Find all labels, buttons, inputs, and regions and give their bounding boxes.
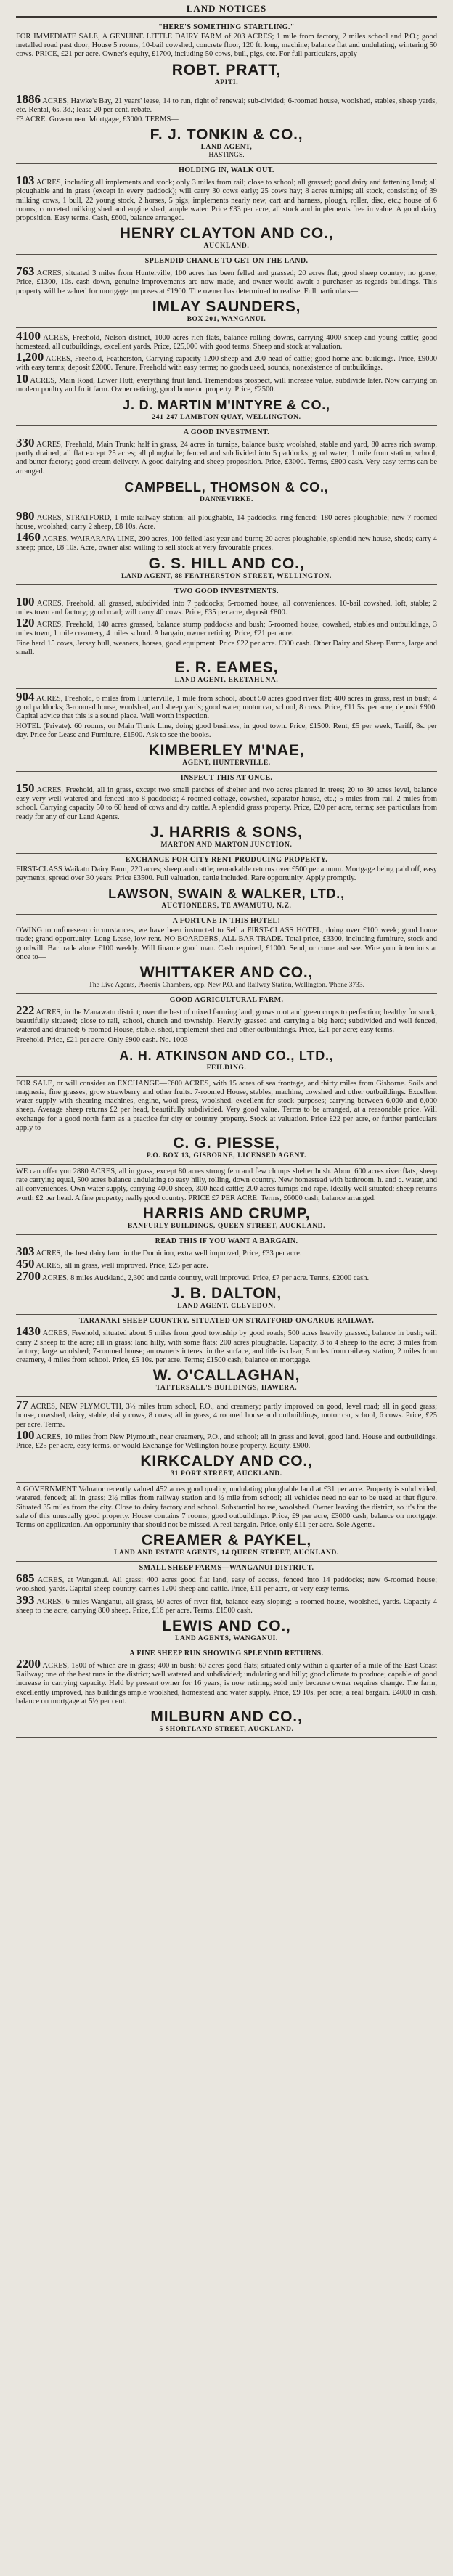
agent-address-line: The Live Agents, Phoenix Chambers, opp. New P.O. and Railway Station, Wellington. 'Phone 3733. (89, 981, 364, 989)
acreage-figure: 393 (16, 1592, 35, 1607)
agent-address: 241-247 LAMBTON QUAY, WELLINGTON. (152, 414, 301, 422)
acreage-figure: 120 (16, 616, 35, 630)
agent-address: LAND AGENT, EKETAHUNA. (174, 676, 279, 684)
classified-ad (16, 1315, 437, 1397)
ad-body-text: WE can offer you 2880 ACRES, all in grass, except 80 acres strong fern and few clumps shelter bush. About 600 acres river flats, sheep rate carrying equal, 500 acres balance undulating to easy hilly, rolling, down country. New homestead with bathroom, h. and c. water, and all conveniences. Own water supply, carrying 4000 sheep, 300 head cattle; 200 acres turnips and rape. Ideally well situated; sheep returns worth £2 per head. A fine property; really good country. PRICE £7 PER ACRE. Terms, £6000 cash; balance arranged. (16, 1167, 437, 1202)
ad-body-text: 980 ACRES, STRATFORD, 1-mile railway station; all ploughable, 14 paddocks, ring-fenced; 180 acres ploughable; new 7-roomed house, woolshed; carry 2 sheep, £8 10s. Acre. (16, 508, 437, 531)
acreage-figure: 77 (16, 1398, 28, 1412)
ad-headline: INSPECT THIS AT ONCE. (180, 773, 273, 782)
agent-name: W. O'CALLAGHAN, (152, 1367, 301, 1385)
agent-name: HARRIS AND CRUMP, (142, 1205, 311, 1222)
classified-ad (16, 328, 437, 426)
acreage-figure: 10 (16, 371, 28, 386)
ad-body-text: 100 ACRES, Freehold, all grassed, subdivided into 7 paddocks; 5-roomed house, all conveniences, 10-bail cowshed, loft, stable; 2 miles town and factory; good road; will carry 40 cows. Price, £35 per acre, deposit £800. (16, 594, 437, 616)
agent-address: P.O. BOX 13, GISBORNE, LICENSED AGENT. (146, 1152, 307, 1159)
ad-headline: TWO GOOD INVESTMENTS. (174, 587, 279, 595)
acreage-figure: 150 (16, 780, 35, 795)
agent-address: BOX 201, WANGANUI. (187, 315, 266, 323)
ad-body-text: 1460 ACRES, WAIRARAPA LINE, 200 acres, 100 felled last year and burnt; 20 acres ploughable, splendid new house, sheds; carry 4 sheep; price, £8 10s. Acre, owner also willing to sell stock at very favourable prices. (16, 530, 437, 553)
agent-address: MARTON AND MARTON JUNCTION. (160, 841, 293, 849)
ad-body-text: 4100 ACRES, Freehold, Nelson district, 1000 acres rich flats, balance rolling downs, carrying 4000 sheep and young cattle; good homestead, all outbuildings, excellent yards. Price, £25,000 with good terms. Sheep and stock at valuation. (16, 328, 437, 351)
agent-address: AUCKLAND. (203, 242, 250, 250)
ad-body-text: 150 ACRES, Freehold, all in grass, except two small patches of shelter and two acres planted in trees; 20 to 30 acres level, balance easy very well watered and fenced into 8 paddocks; 4-roomed cottage, cowshed, separator house, etc.; 5 miles from rail. 2 miles from school. Carrying capacity 50 to 60 head of cows and dry cattle. A splendid grass property. Price, £20 per acre, terms; see particulars from ready for any of our Land Agents. (16, 780, 437, 821)
agent-address: BANFURLY BUILDINGS, QUEEN STREET, AUCKLAND. (127, 1222, 326, 1230)
agent-address: 5 SHORTLAND STREET, AUCKLAND. (159, 1726, 294, 1734)
classified-ad (16, 915, 437, 994)
ad-body-text: FIRST-CLASS Waikato Dairy Farm, 220 acres; sheep and cattle; remarkable returns over £500 per annum. Mortgage being paid off, easy payments, spread over 30 years. Price £3500. Full valuation, cattle included. Rare opportunity. Apply promptly. (16, 865, 437, 882)
agent-address: TATTERSALL'S BUILDINGS, HAWERA. (155, 1385, 298, 1393)
agent-address: AUCTIONEERS, TE AWAMUTU, N.Z. (161, 902, 292, 910)
ad-body-text: 10 ACRES, Main Road, Lower Hutt, everything fruit land. Tremendous prospect, will increase value, subdivide later. Now carrying on modern poultry and fruit farm. Owner retiring, good home on property. Price, £2500. (16, 371, 437, 394)
agent-address: LAND AGENT, (200, 144, 253, 152)
acreage-figure: 330 (16, 436, 35, 450)
agent-name: ROBT. PRATT, (171, 61, 282, 78)
acreage-figure: 1430 (16, 1324, 41, 1339)
acreage-figure: 450 (16, 1257, 35, 1271)
agent-name: CREAMER & PAYKEL, (141, 1532, 312, 1549)
agent-name: J. D. MARTIN M'INTYRE & CO., (123, 398, 330, 413)
agent-address: LAND AGENT, CLEVEDON. (177, 1303, 276, 1311)
ad-headline: GOOD AGRICULTURAL FARM. (169, 995, 284, 1004)
ad-body-text: 904 ACRES, Freehold, 6 miles from Hunterville, 1 mile from school, about 50 acres good river flat; 400 acres in grass, rest in bush; 4 good paddocks; 3-roomed house, woolshed, and sheep yards; good water, motor car, school, 8 cows. Price, £11 5s. per acre, deposit £900. Capital advice that this is a sound place. Well worth inspection. (16, 689, 437, 721)
agent-name: CAMPBELL, THOMSON & CO., (124, 479, 329, 494)
classified-ad (16, 1483, 437, 1562)
ad-headline: A FORTUNE IN THIS HOTEL! (172, 917, 281, 926)
ad-headline: TARANAKI SHEEP COUNTRY. SITUATED ON STRATFORD-ONGARUE RAILWAY. (78, 1317, 375, 1326)
ad-body-text: 1886 ACRES, Hawke's Bay, 21 years' lease, 14 to run, right of renewal; sub-divided; 6-roomed house, woolshed, stables, sheep yards, etc. Rental, 6s. 3d.; lease 20 per cent. rebate. (16, 91, 437, 114)
agent-name: MILBURN AND CO., (150, 1708, 303, 1726)
ad-body-text: 100 ACRES, 10 miles from New Plymouth, near creamery, P.O., and school; all in grass and level, good land. House and outbuildings. Price, £25 per acre, easy terms, or would Exchange for Wellington house property. Equity, £900. (16, 1427, 437, 1451)
classified-ad (16, 772, 437, 854)
ad-body-text: 2700 ACRES, 8 miles Auckland, 2,300 and cattle country, well improved. Price, £7 per acre. Terms, £2000 cash. (16, 1269, 370, 1284)
ad-body-text: £3 ACRE. Government Mortgage, £3000. TERMS— (16, 115, 179, 124)
acreage-figure: 685 (16, 1571, 35, 1586)
agent-address-line: HASTINGS. (208, 152, 245, 160)
ad-headline: SPLENDID CHANCE TO GET ON THE LAND. (144, 257, 309, 266)
classified-ad (16, 1647, 437, 1738)
acreage-figure: 100 (16, 1427, 35, 1442)
ad-body-text: HOTEL (Private). 60 rooms, on Main Trunk Line, doing good business, in good town. Price, £1500. Rent, £5 per week, Tariff, 8s. per day. Price for Lease and Furniture, £1500. Ask to see the books. (16, 722, 437, 739)
agent-name: J. B. DALTON, (171, 1285, 282, 1303)
classified-ad (16, 1165, 437, 1235)
ad-body-text: A GOVERNMENT Valuator recently valued 452 acres good quality, undulating ploughable land at £31 per acre. Property is subdivided, watered, fenced; all in grass; 2½ miles from railway station and ½ mile from school; all vehicles need no ear to be used at that figure. Situated 35 miles from the city. Close to dairy factory and school. Substantial house, woolshed. Owner leaving the district, so it's for the sale of this unusually good property. House contains 7 rooms; good outbuildings. Price, £9 per acre, £3000 cash, balance on mortgage. Terms on application. An opportunity that should not be missed. A real bargain. Price, only £11 per acre. Sole Agents. (16, 1485, 437, 1530)
acreage-figure: 103 (16, 174, 35, 188)
ad-body-text: 222 ACRES, in the Manawatu district; over the best of mixed farming land; grows root and green crops to perfection; healthy for stock; beautifully situated; close to rail, school, church and township. Heavily grassed and carrying a big herd; subdivided and well fenced, watered and drained; 6-roomed House, stable, shed, implement shed and other outbuildings. Price, £21 per acre; easy terms. (16, 1003, 437, 1035)
agent-name: KIRKCALDY AND CO., (140, 1453, 313, 1470)
ad-body-text: 303 ACRES, the best dairy farm in the Dominion, extra well improved, Price, £33 per acre. (16, 1244, 302, 1258)
classified-ad (16, 854, 437, 915)
agent-name: C. G. PIESSE, (173, 1134, 280, 1152)
acreage-figure: 1460 (16, 530, 41, 545)
ad-body-text: Fine herd 15 cows, Jersey bull, weaners, horses, good equipment. Price £22 per acre. £300 cash. Other Dairy and Sheep Farms, large and small. (16, 639, 437, 656)
ad-body-text: 103 ACRES, including all implements and stock; only 3 miles from rail; close to school; all grassed; good dairy and fattening land; all ploughable and in grass (except in every paddock); will carry 30 cows early; 25 cows hay; 8 acres turnips; all stock, consisting of 39 milking cows, 1 bull, 22 young stock, 2 horses, 5 pigs; implements nearly new, cart and harness, plough, roller, disc, etc.; house of 6 rooms; concreted milking shed and engine shed; ample water. Price £33 per acre, all stock and implements free in value. A good dairy proposition. Easy terms. Cash, £600, balance arranged. (16, 174, 437, 223)
ad-body-text: 685 ACRES, at Wanganui. All grass; 400 acres good flat land, easy of access, fenced into 14 paddocks; new 6-roomed house; woolshed, yards. Capital sheep country, carries 1200 sheep and cattle. Price, £11 per acre, or very easy terms. (16, 1571, 437, 1594)
agent-address: 31 PORT STREET, AUCKLAND. (171, 1470, 282, 1478)
acreage-figure: 2200 (16, 1657, 41, 1671)
ad-body-text: 330 ACRES, Freehold, Main Trunk; half in grass, 24 acres in turnips, balance bush; woolshed, stable and yard, 80 acres rich swamp, partly drained; all flat except 25 acres; all ploughable; fenced and subdivided into 5 paddocks; good water; 1 mile from station, school, and butter factory; good cream delivery. A good dairying and sheep proposition. Price, £3000. Terms, £800 cash. Very easy terms can be arranged. (16, 436, 437, 476)
agent-address: DANNEVIRKE. (200, 495, 253, 503)
agent-address: LAND AGENT, 88 FEATHERSTON STREET, WELLINGTON. (121, 572, 332, 580)
section-masthead: LAND NOTICES (16, 3, 437, 18)
ad-body-text: 393 ACRES, 6 miles Wanganui, all grass, 50 acres of river flat, balance easy sloping; 5-roomed house, woolshed, yards. Capacity 4 sheep to the acre, carrying 800 sheep. Price, £16 per acre. Terms, £1500 cash. (16, 1592, 437, 1615)
agent-name: F. J. TONKIN & CO., (150, 126, 303, 144)
ad-body-text: 1,200 ACRES, Freehold, Featherston, Carrying capacity 1200 sheep and 200 head of cattle; good home and buildings. Price, £9000 with easy terms; deposit £2000. Tenure, Freehold with easy terms; no goods used, sounds, nonexistence of outbuildings. (16, 350, 437, 372)
agent-address: LAND AGENTS, WANGANUI. (175, 1635, 278, 1643)
classified-ad (16, 91, 437, 165)
agent-address: FEILDING. (206, 1064, 247, 1072)
agent-name: IMLAY SAUNDERS, (152, 298, 301, 315)
classified-ad (16, 1077, 437, 1165)
acreage-figure: 1886 (16, 91, 41, 106)
ad-body-text: 1430 ACRES, Freehold, situated about 5 miles from good township by good roads; 500 acres heavily grassed, balance in bush; will carry 2 sheep to the acre; all in grass; land hilly, with some flats; 200 acres ploughable. Capacity, 3 to 4 sheep to the acre; 3 miles from factory; large woolshed; 7-roomed house; an owner's interest in the surface, and title is clear; 5 miles from railway station, 2 miles from creamery, 4 miles from school. Price, £5 10s. per acre. Terms; £1500 cash; balance on mortgage. (16, 1324, 437, 1365)
ad-headline: HOLDING IN, WALK OUT. (179, 166, 274, 175)
classified-ad (16, 1235, 437, 1316)
ad-body-text: 763 ACRES, situated 3 miles from Hunterville, 100 acres has been felled and grassed; 20 acres flat; good sheep country; no gorse; Price, £1300, 10s. cash down, genuine improvements are now made, and owner would await a purchaser as regards buildings. This property will be valued for mortgage purposes at £1900. The owner has determined to realise. Full particulars— (16, 264, 437, 295)
classified-ad (16, 164, 437, 255)
ad-body-text: 2200 ACRES, 1800 of which are in grass; 400 in bush; 60 acres good flats; situated only within a quarter of a mile of the East Coast Railway; one of the best runs in the district; well watered and subdivided; undulating and hilly; good climate to produce; capable of good increase in carrying capacity. Held by present owner for 16 years, is now retiring; sold only because owner requires change. The farm, excellently improved, has buildings ample woolshed, homestead and water supply. Price, £9 10s. per acre; a real bargain. £4000 in cash, balance on mortgage at 5½ per cent. (16, 1657, 437, 1705)
agent-name: LEWIS AND CO., (162, 1618, 291, 1635)
classified-ad (16, 508, 437, 585)
agent-name: KIMBERLEY M'NAE, (148, 741, 305, 759)
agent-name: A. H. ATKINSON AND CO., LTD., (119, 1048, 334, 1063)
acreage-figure: 100 (16, 594, 35, 608)
ad-body-text: FOR SALE, or will consider an EXCHANGE—£600 ACRES, with 15 acres of sea frontage, and thirty miles from Gisborne. Soils and magnesia, fine grasses, grow strawberry and other fruits. 7-roomed House, stables, machine, cowshed and other outbuildings. Excellent water supply with shearing machines, engine, wool press, woolshed, excellent for stock purposes; carrying between 6,000 and 6,000 sheep. Average sheep returns £2 per head, beautifully subdivided. Very good value. Terms to be arranged, at a reasonable price. Will exchange for a good north farm as a practice for city or country property. Stock at valuation. Price £22 per acre, or further particulars apply to— (16, 1079, 437, 1132)
ad-body-text: 450 ACRES, all in grass, well improved. Price, £25 per acre. (16, 1257, 208, 1271)
acreage-figure: 2700 (16, 1269, 41, 1284)
ad-body-text: OWING to unforeseen circumstances, we have been instructed to Sell a FIRST-CLASS HOTEL, doing over £100 week; good home trade; grand opportunity. Long Lease, low rent. NO BOARDERS, ALL BAR TRADE. Total price, £3300, including furniture, stock and goodwill. Bar trade alone £100 weekly. Will finance good man. Cash required, £1000. Send, or come and see. Wire your intentions at once to— (16, 926, 437, 961)
classified-ads (16, 21, 437, 1738)
acreage-figure: 4100 (16, 328, 41, 343)
acreage-figure: 904 (16, 689, 35, 704)
agent-name: G. S. HILL AND CO., (148, 555, 305, 572)
ad-headline: "HERE'S SOMETHING STARTLING." (158, 23, 295, 31)
acreage-figure: 1,200 (16, 350, 44, 364)
agent-name: LAWSON, SWAIN & WALKER, LTD., (108, 886, 345, 902)
classified-ad (16, 1397, 437, 1483)
agent-address: LAND AND ESTATE AGENTS, 14 QUEEN STREET, AUCKLAND. (114, 1549, 339, 1557)
ad-body-text: Freehold. Price, £21 per acre. Only £900 cash. No. 1003 (16, 1035, 188, 1044)
ad-headline: EXCHANGE FOR CITY RENT-PRODUCING PROPERTY. (125, 855, 328, 864)
agent-name: WHITTAKER AND CO., (139, 963, 314, 981)
agent-name: HENRY CLAYTON AND CO., (119, 225, 334, 242)
acreage-figure: 303 (16, 1244, 35, 1258)
ad-headline: A GOOD INVESTMENT. (183, 428, 270, 437)
agent-name: E. R. EAMES, (174, 659, 279, 676)
classified-ad (16, 426, 437, 508)
agent-name: J. HARRIS & SONS, (150, 823, 303, 841)
agent-address: AGENT, HUNTERVILLE. (182, 759, 271, 767)
ad-headline: A FINE SHEEP RUN SHOWING SPLENDID RETURNS. (129, 1650, 324, 1658)
classified-ad (16, 689, 437, 772)
ad-body-text: FOR IMMEDIATE SALE, A GENUINE LITTLE DAIRY FARM of 203 ACRES; 1 mile from factory, 2 miles school and P.O.; good metalled road past door; House 5 rooms, 10-bail cowshed, concrete floor, 120 ft. long, machine; balance flat and undulating, wintering 50 cows. PRICE, £21 per acre. Owner's equity, £1700, including 50 cows, bull, pigs, etc. For full particulars, apply— (16, 33, 437, 59)
classified-ad (16, 585, 437, 689)
classified-ad (16, 1562, 437, 1647)
acreage-figure: 980 (16, 508, 35, 523)
classified-ad (16, 21, 437, 91)
classified-ad (16, 994, 437, 1077)
ad-headline: SMALL SHEEP FARMS—WANGANUI DISTRICT. (139, 1564, 314, 1573)
acreage-figure: 222 (16, 1003, 35, 1017)
agent-address: APITI. (214, 78, 239, 86)
classified-ad (16, 255, 437, 328)
ad-headline: READ THIS IF YOU WANT A BARGAIN. (155, 1236, 298, 1245)
ad-body-text: 120 ACRES, Freehold, 140 acres grassed, balance stump paddocks and bush; 5-roomed house, cowshed, stables and outbuildings, 3 miles town, 1 mile creamery, 4 miles school. A bargain, owner retiring. Price, £21 per acre. (16, 616, 437, 638)
ad-body-text: 77 ACRES, NEW PLYMOUTH, 3½ miles from school, P.O., and creamery; partly improved on good, level road; all in good grass; house, cowshed, dairy, stable, dairy cows, 8 cows; all in grass, 4 roomed house and outbuildings, motor car, school, 6 cows. Price, £25 per acre. Terms. (16, 1398, 437, 1429)
acreage-figure: 763 (16, 264, 35, 279)
